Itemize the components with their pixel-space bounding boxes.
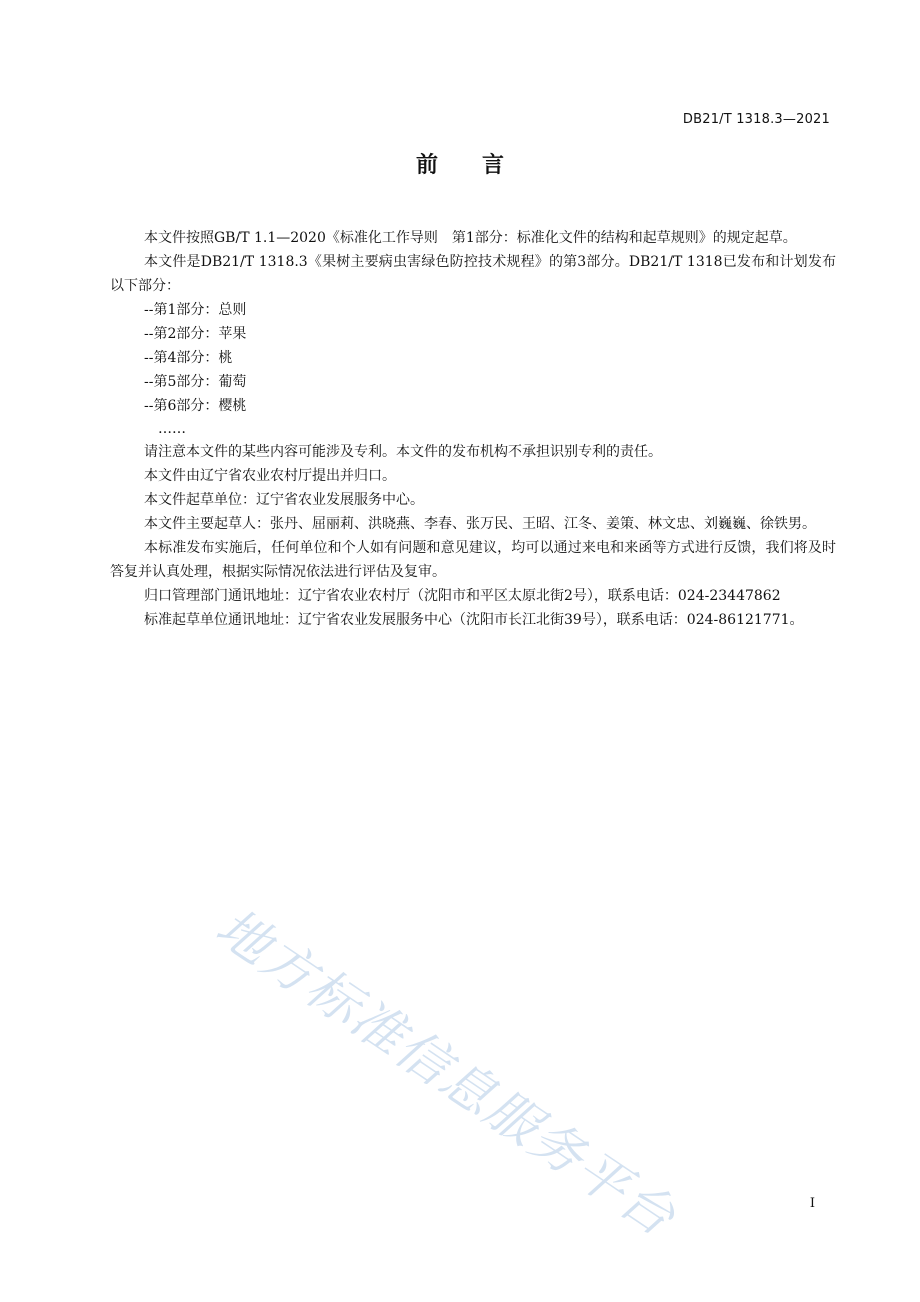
list-item: --第5部分：葡萄 [144,374,247,390]
page-title: 前言 [415,153,548,178]
list-ellipsis: …… [158,421,186,437]
paragraph-authority-address: 归口管理部门通讯地址：辽宁省农业农村厅（沈阳市和平区太原北街2号），联系电话：024-23447862 [144,588,781,604]
list-item: --第6部分：樱桃 [144,398,247,414]
list-item: --第4部分：桃 [144,350,233,366]
page-number: I [809,1196,815,1211]
paragraph-feedback: 本标准发布实施后，任何单位和个人如有问题和意见建议，均可以通过来电和来函等方式进行反馈，我们将及时答复并认真处理，根据实际情况依法进行评估及复审。 [110,540,836,580]
foreword-body [110,226,836,632]
paragraph-drafting-basis: 本文件按照GB/T 1.1—2020《标准化工作导则 第1部分：标准化文件的结构和起草规则》的规定起草。 [144,230,797,246]
paragraph-patent-notice: 请注意本文件的某些内容可能涉及专利。本文件的发布机构不承担识别专利的责任。 [144,444,662,460]
list-item: --第1部分：总则 [144,302,247,318]
paragraph-drafting-unit: 本文件起草单位：辽宁省农业发展服务中心。 [144,492,424,508]
list-item: --第2部分：苹果 [144,326,247,342]
watermark: 地方标准信息服务平台 [205,897,687,1249]
paragraph-drafters: 本文件主要起草人：张丹、屈丽莉、洪晓燕、李春、张万民、王昭、江冬、姜策、林文忠、刘巍巍、徐铁男。 [144,516,816,532]
paragraph-proposer: 本文件由辽宁省农业农村厅提出并归口。 [144,468,396,484]
paragraph-series-info: 本文件是DB21/T 1318.3《果树主要病虫害绿色防控技术规程》的第3部分。DB21/T 1318已发布和计划发布以下部分： [110,254,836,294]
document-code: DB21/T 1318.3—2021 [682,112,830,127]
paragraph-drafter-address: 标准起草单位通讯地址：辽宁省农业发展服务中心（沈阳市长江北街39号），联系电话：024-86121771。 [144,612,804,628]
